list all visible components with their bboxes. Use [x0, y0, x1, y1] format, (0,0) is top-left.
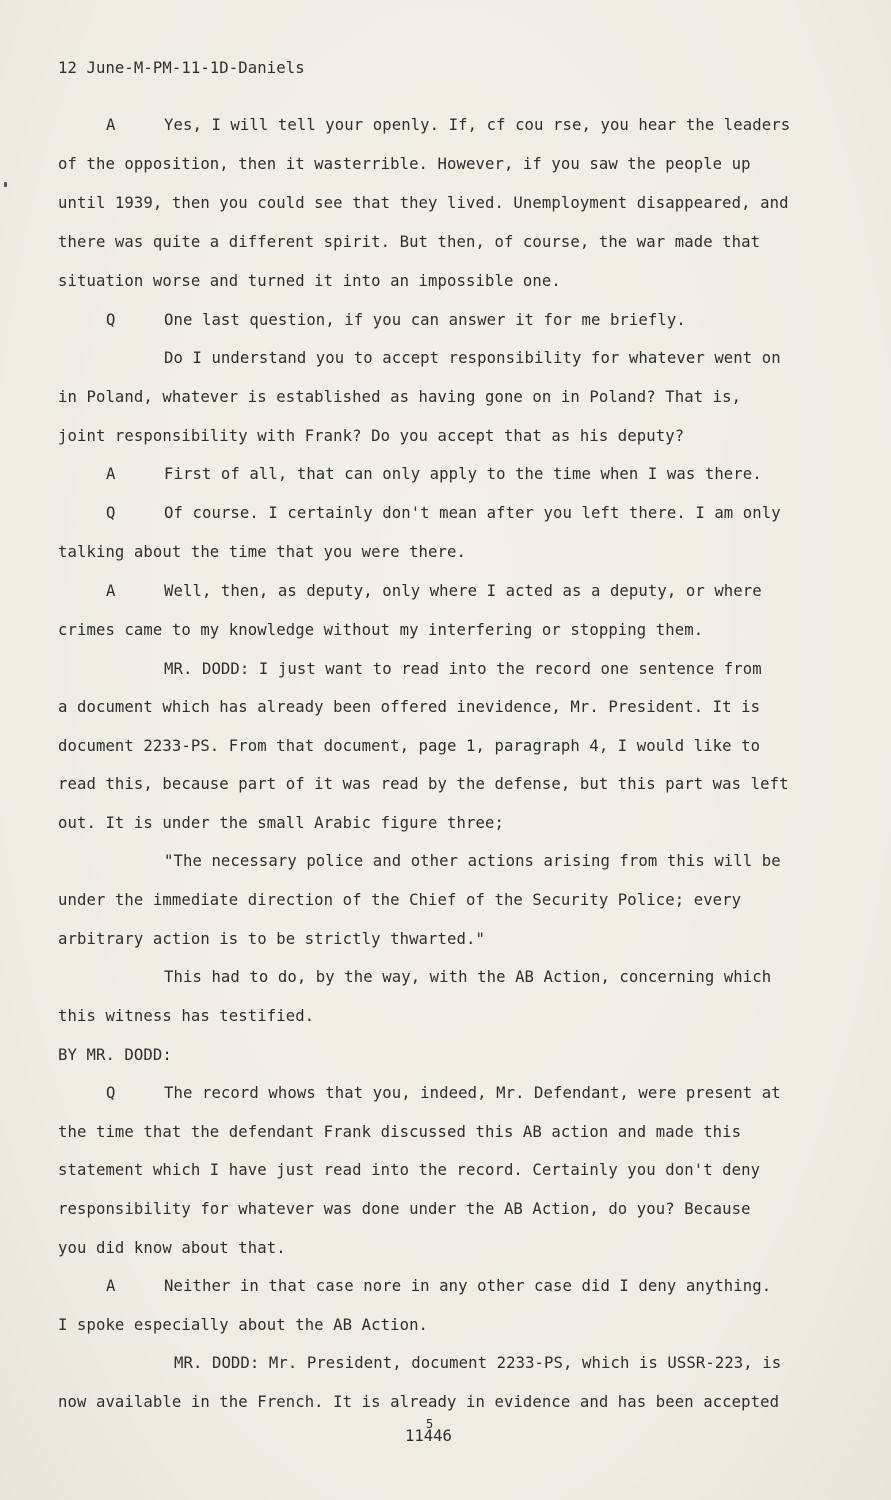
transcript-line: Of course. I certainly don't mean after you left there. I am only — [164, 504, 781, 522]
page-number — [405, 1417, 452, 1446]
transcript-line: Neither in that case nore in any other case did I deny anything. — [164, 1277, 772, 1295]
transcript-line: of the opposition, then it wasterrible. However, if you saw the people up — [58, 155, 751, 173]
transcript-line: the time that the defendant Frank discussed this AB action and made this — [58, 1123, 742, 1141]
speaker-label: Q — [106, 311, 116, 329]
transcript-line: read this, because part of it was read by the defense, but this part was left — [58, 775, 789, 793]
transcript-line: there was quite a different spirit. But then, of course, the war made that — [58, 233, 761, 251]
transcript-line: you did know about that. — [58, 1239, 286, 1257]
transcript-line: this witness has testified. — [58, 1007, 315, 1025]
transcript-line: in Poland, whatever is established as having gone on in Poland? That is, — [58, 388, 742, 406]
transcript-line: situation worse and turned it into an impossible one. — [58, 272, 561, 290]
transcript-line: document 2233-PS. From that document, page 1, paragraph 4, I would like to — [58, 737, 761, 755]
transcript-line: joint responsibility with Frank? Do you accept that as his deputy? — [58, 427, 685, 445]
speaker-label: A — [106, 465, 116, 483]
quoted-line: "The necessary police and other actions arising from this will be — [164, 852, 781, 870]
transcript-line: One last question, if you can answer it for me briefly. — [164, 311, 686, 329]
transcript-line: Well, then, as deputy, only where I acted as a deputy, or where — [164, 582, 762, 600]
examiner-heading: BY MR. DODD: — [58, 1046, 172, 1064]
page-number-correction: 5 — [426, 1417, 434, 1431]
speaker-label: A — [106, 116, 116, 134]
transcript-line: MR. DODD: Mr. President, document 2233-PS, which is USSR-223, is — [174, 1354, 782, 1372]
transcript-line: now available in the French. It is already in evidence and has been accepted — [58, 1393, 780, 1411]
transcript-line: statement which I have just read into the record. Certainly you don't deny — [58, 1161, 761, 1179]
transcript-line: a document which has already been offered inevidence, Mr. President. It is — [58, 698, 761, 716]
transcript-line: I spoke especially about the AB Action. — [58, 1316, 429, 1334]
transcript-line: Yes, I will tell your openly. If, cf cou rse, you hear the leaders — [164, 116, 791, 134]
transcript-line: crimes came to my knowledge without my interfering or stopping them. — [58, 621, 704, 639]
transcript-line: First of all, that can only apply to the time when I was there. — [164, 465, 762, 483]
transcript-line: The record whows that you, indeed, Mr. Defendant, were present at — [164, 1084, 781, 1102]
transcript-line: out. It is under the small Arabic figure three; — [58, 814, 504, 832]
speaker-label: Q — [106, 1084, 116, 1102]
page-header: 12 June-M-PM-11-1D-Daniels — [58, 59, 305, 77]
speaker-label: A — [106, 582, 116, 600]
margin-mark — [4, 182, 7, 187]
transcript-line: until 1939, then you could see that they lived. Unemployment disappeared, and — [58, 194, 789, 212]
transcript-line: MR. DODD: I just want to read into the record one sentence from — [164, 660, 762, 678]
transcript-line: talking about the time that you were there. — [58, 543, 466, 561]
quoted-line: arbitrary action is to be strictly thwarted." — [58, 930, 485, 948]
speaker-label: Q — [106, 504, 116, 522]
transcript-line: Do I understand you to accept responsibility for whatever went on — [164, 349, 781, 367]
quoted-line: under the immediate direction of the Chief of the Security Police; every — [58, 891, 742, 909]
transcript-line: responsibility for whatever was done under the AB Action, do you? Because — [58, 1200, 751, 1218]
speaker-label: A — [106, 1277, 116, 1295]
page-number-value: 11446 — [405, 1427, 452, 1445]
transcript-line: This had to do, by the way, with the AB Action, concerning which — [164, 968, 772, 986]
